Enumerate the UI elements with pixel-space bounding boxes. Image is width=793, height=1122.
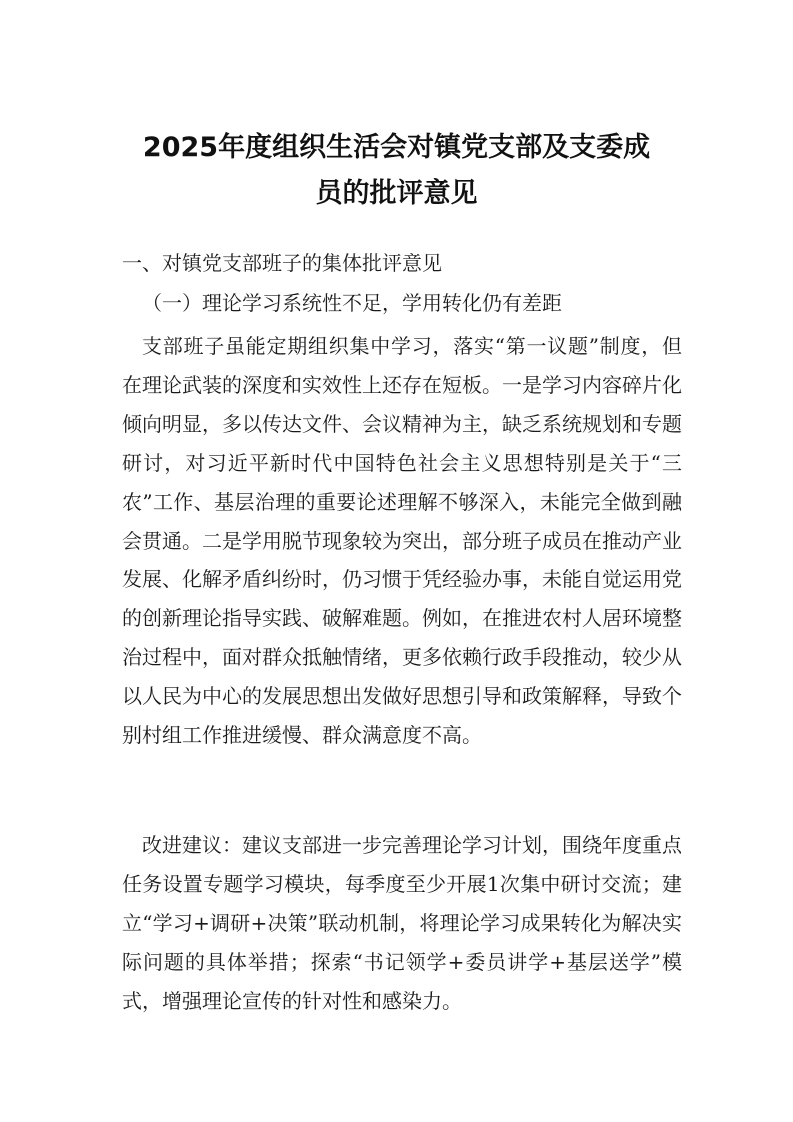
document-title-line-2: 员的批评意见 xyxy=(315,178,478,209)
document-title-line-1: 2025年度组织生活会对镇党支部及支委成 xyxy=(142,132,651,163)
section-heading: 一、对镇党支部班子的集体批评意见 xyxy=(122,251,442,275)
body-paragraph-1: 支部班子虽能定期组织集中学习，落实“第一议题”制度，但在理论武装的深度和实效性上还存在短板。一是学习内容碎片化倾向明显，多以传达文件、会议精神为主，缺乏系统规划和专题研讨，对习近平新时代中国特色社会主义思想特别是关于“三农”工作、基层治理的重要论述理解不够深入，未能完全做到融会贯通。二是学用脱节现象较为突出，部分班子成员在推动产业发展、化解矛盾纠纷时，仍习惯于凭经验办事，未能自觉运用党的创新理论指导实践、破解难题。例如，在推进农村人居环境整治过程中，面对群众抵触情绪，更多依赖行政手段推动，较少从以人民为中心的发展思想出发做好思想引导和政策解释，导致个别村组工作推进缓慢、群众满意度不高。 xyxy=(122,334,682,748)
subsection-heading: （一）理论学习系统性不足，学用转化仍有差距 xyxy=(142,291,562,315)
body-paragraph-2: 改进建议：建议支部进一步完善理论学习计划，围绕年度重点任务设置专题学习模块，每季度至少开展1次集中研讨交流；建立“学习+调研+决策”联动机制，将理论学习成果转化为解决实际问题的具体举措；探索“书记领学+委员讲学+基层送学”模式，增强理论宣传的针对性和感染力。 xyxy=(122,833,682,1013)
